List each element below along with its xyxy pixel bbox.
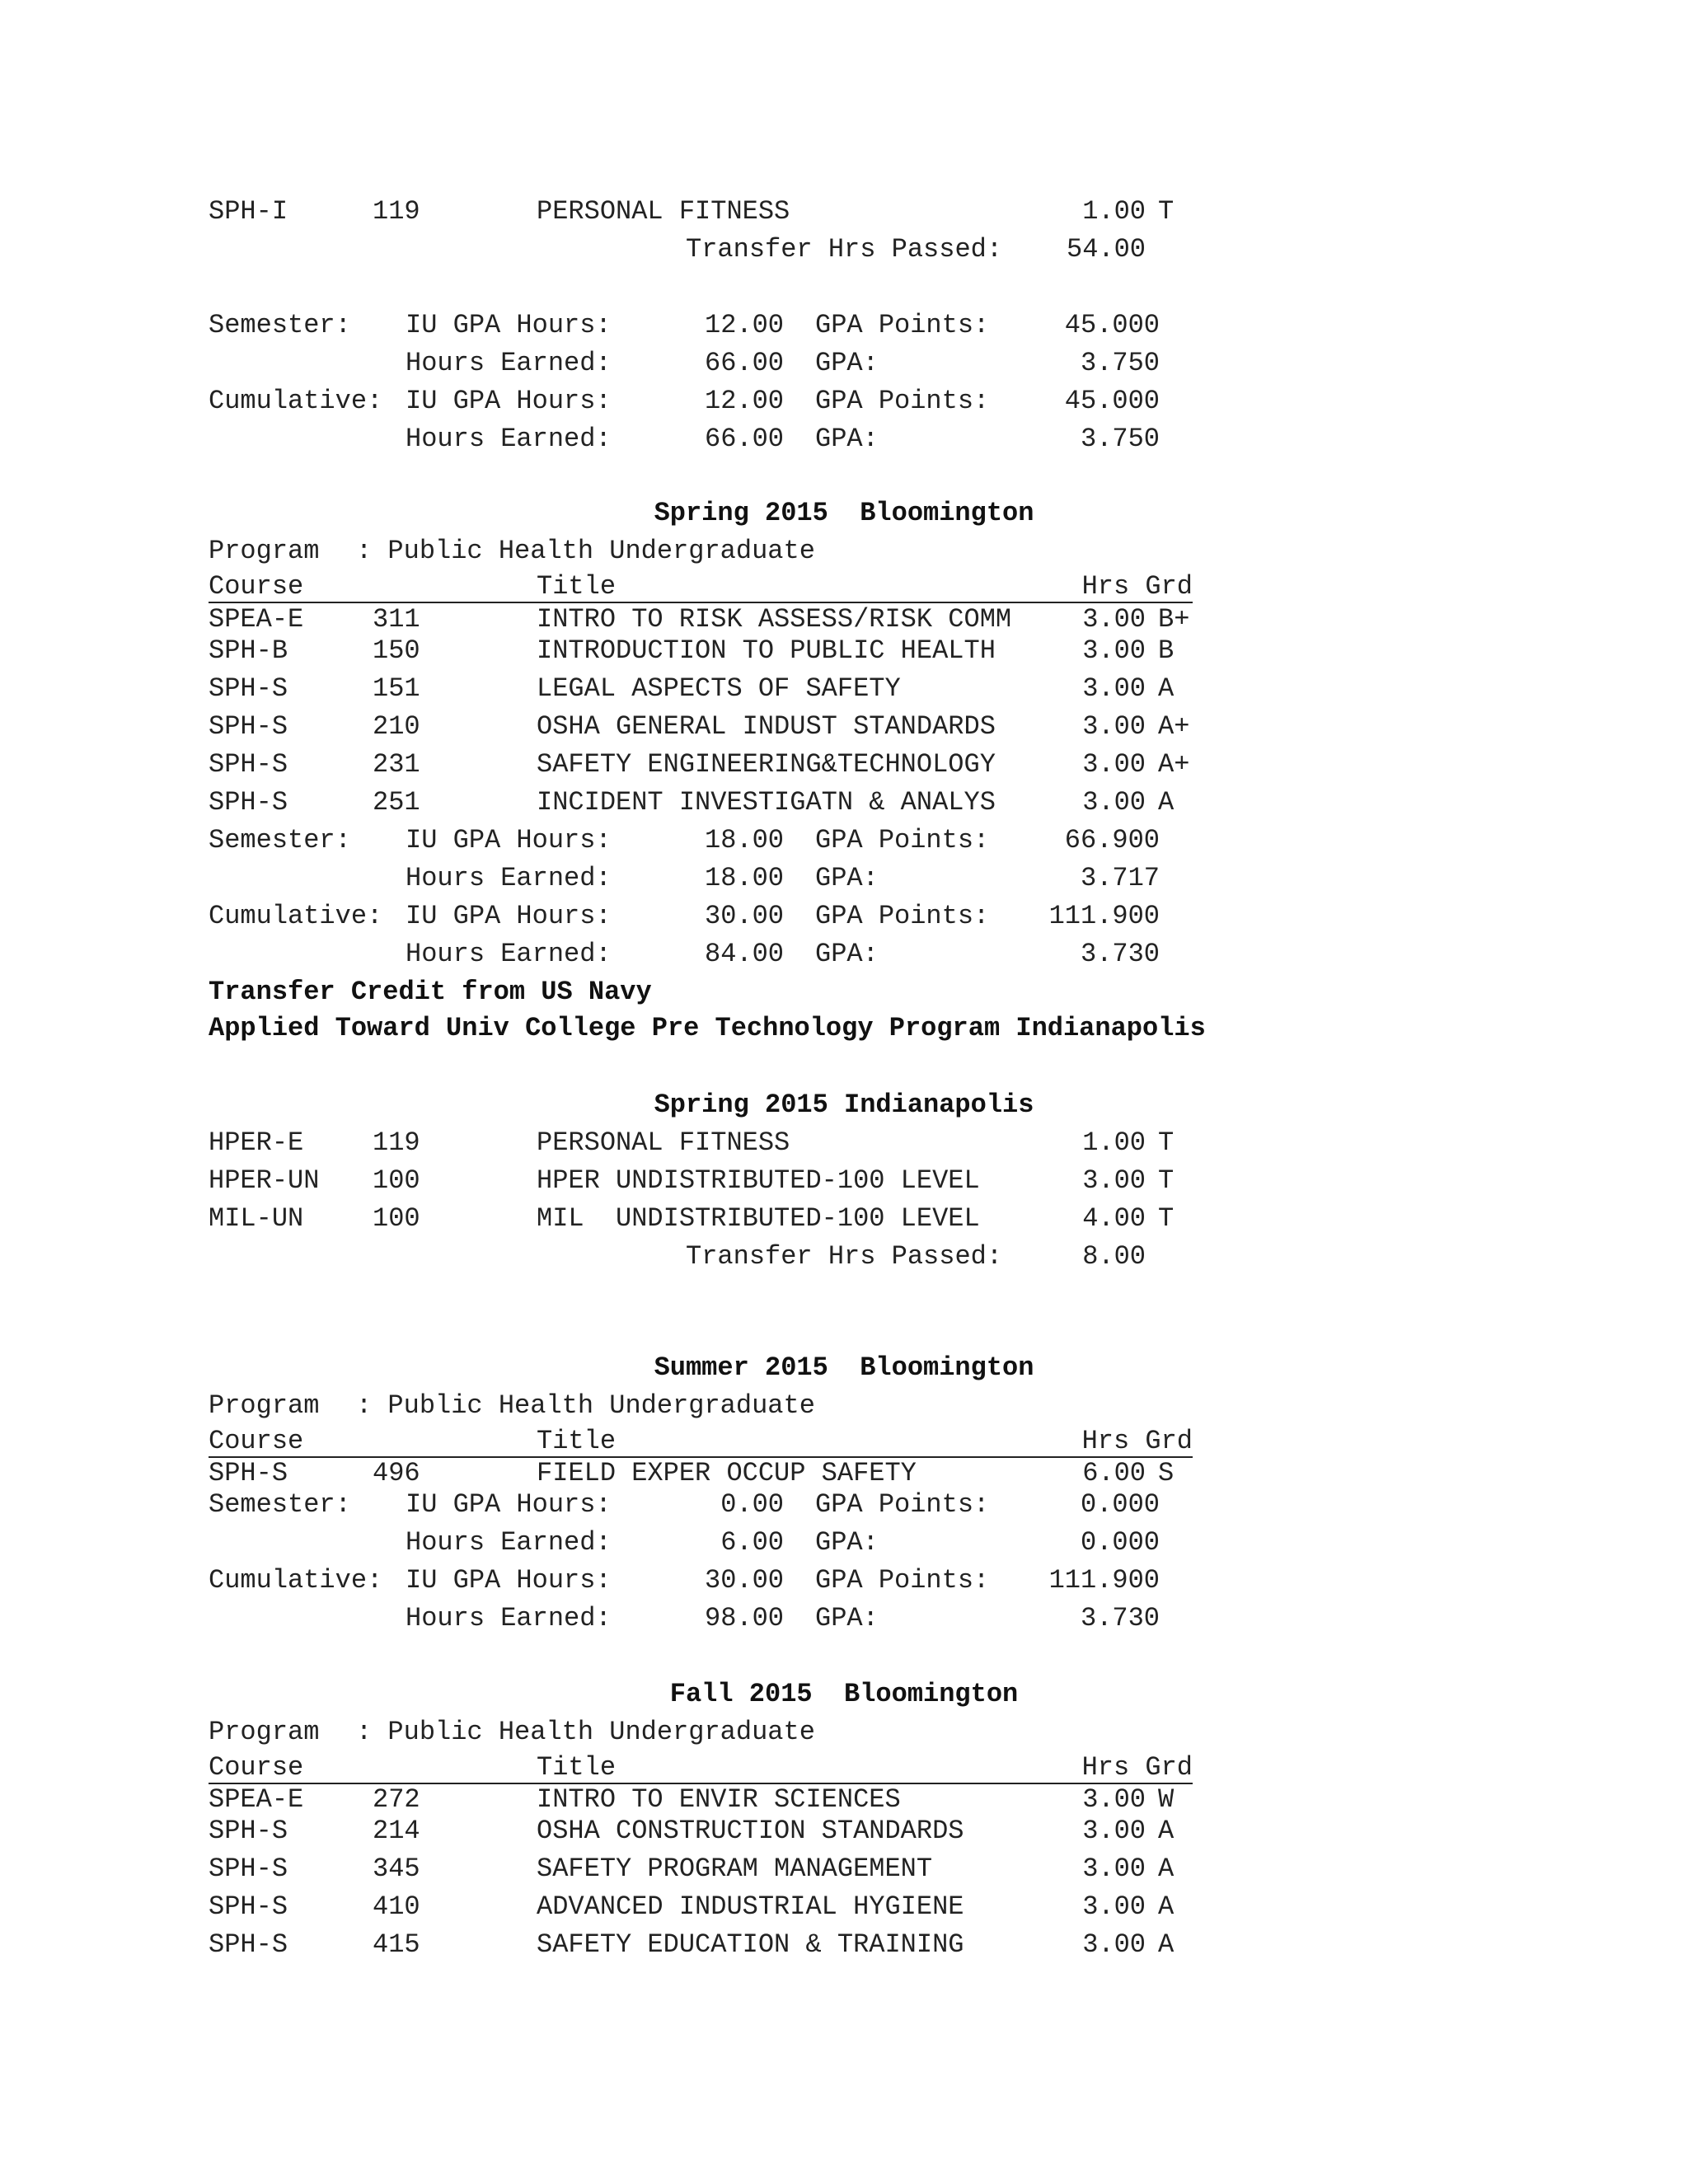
gpa-summary-row (0, 938, 1688, 971)
summary-hours-label: IU GPA Hours: (406, 310, 612, 340)
course-hours: 3.00 (1082, 673, 1146, 704)
summary-points-value: 111.900 (1048, 901, 1160, 931)
course-grade: A (1158, 673, 1175, 704)
course-grade: A (1158, 1816, 1175, 1846)
course-title: SAFETY EDUCATION & TRAINING (537, 1929, 964, 1960)
course-grade: A (1158, 1854, 1175, 1884)
summary-hours-value: 18.00 (704, 825, 784, 855)
course-title: PERSONAL FITNESS (537, 196, 790, 227)
course-hours: 1.00 (1082, 196, 1146, 227)
course-number: 251 (373, 787, 420, 818)
course-hours: 3.00 (1082, 1165, 1146, 1196)
program-line (0, 1716, 1688, 1749)
course-hours: 6.00 (1082, 1458, 1146, 1488)
summary-label: Cumulative: (209, 1565, 383, 1596)
course-hours: 3.00 (1082, 1784, 1146, 1815)
summary-hours-value: 12.00 (704, 310, 784, 340)
course-grade: A+ (1158, 749, 1190, 780)
summary-points-value: 0.000 (1080, 1527, 1160, 1558)
summary-hours-value: 84.00 (704, 939, 784, 969)
course-row (0, 710, 1688, 743)
program-value: : Public Health Undergraduate (356, 536, 815, 566)
summary-hours-label: IU GPA Hours: (406, 901, 612, 931)
summary-hours-label: IU GPA Hours: (406, 1489, 612, 1520)
transfer-hours-label: Transfer Hrs Passed: (686, 234, 1003, 265)
summary-points-label: GPA: (815, 1603, 879, 1633)
course-subject: SPH-S (209, 1816, 288, 1846)
course-number: 231 (373, 749, 420, 780)
summary-hours-label: IU GPA Hours: (406, 1565, 612, 1596)
summary-hours-value: 30.00 (704, 1565, 784, 1596)
summary-label: Semester: (209, 1489, 351, 1520)
course-row (0, 1783, 1688, 1816)
course-number: 214 (373, 1816, 420, 1846)
gpa-summary-row (0, 385, 1688, 418)
term-heading-text: Fall 2015 Bloomington (669, 1679, 1019, 1709)
course-number: 100 (373, 1203, 420, 1234)
course-title: PERSONAL FITNESS (537, 1127, 790, 1158)
gpa-summary-row (0, 862, 1688, 895)
course-grade: A (1158, 1891, 1175, 1922)
course-title: INCIDENT INVESTIGATN & ANALYS (537, 787, 996, 818)
course-grade: A+ (1158, 711, 1190, 742)
gpa-summary-row (0, 347, 1688, 380)
term-heading-text: Spring 2015 Bloomington (654, 498, 1034, 528)
course-subject: SPH-B (209, 635, 288, 666)
course-number: 151 (373, 673, 420, 704)
course-grade: B+ (1158, 604, 1190, 635)
column-course: Course (209, 1426, 304, 1456)
course-hours: 3.00 (1082, 787, 1146, 818)
column-hrs-grd: Hrs Grd (1081, 571, 1193, 602)
course-title: SAFETY ENGINEERING&TECHNOLOGY (537, 749, 996, 780)
transfer-credit-note (0, 976, 1688, 1009)
summary-points-label: GPA Points: (815, 310, 990, 340)
summary-hours-label: Hours Earned: (406, 1603, 612, 1633)
course-grade: A (1158, 1929, 1175, 1960)
course-subject: SPH-S (209, 1854, 288, 1884)
transfer-credit-program: Applied Toward Univ College Pre Technology Program Indianapolis (209, 1013, 1206, 1043)
course-row (0, 635, 1688, 668)
summary-hours-label: Hours Earned: (406, 424, 612, 454)
course-row (0, 1815, 1688, 1848)
summary-hours-label: Hours Earned: (406, 939, 612, 969)
summary-points-label: GPA: (815, 1527, 879, 1558)
course-subject: SPH-S (209, 1458, 288, 1488)
column-header-rule (209, 1425, 1193, 1458)
column-header (0, 1751, 1688, 1784)
summary-points-value: 45.000 (1064, 310, 1160, 340)
course-number: 496 (373, 1458, 420, 1488)
summary-points-value: 45.000 (1064, 386, 1160, 416)
course-number: 119 (373, 196, 420, 227)
course-hours: 3.00 (1082, 711, 1146, 742)
column-header-rule (209, 570, 1193, 603)
course-subject: SPH-I (209, 196, 288, 227)
column-course: Course (209, 571, 304, 602)
summary-points-label: GPA: (815, 348, 879, 378)
column-hrs-grd: Hrs Grd (1081, 1752, 1193, 1783)
transfer-credit-note (0, 1012, 1688, 1045)
course-title: MIL UNDISTRIBUTED-100 LEVEL (537, 1203, 980, 1234)
course-title: OSHA GENERAL INDUST STANDARDS (537, 711, 996, 742)
column-title: Title (537, 1752, 617, 1783)
course-grade: B (1158, 635, 1175, 666)
course-subject: SPH-S (209, 749, 288, 780)
course-title: INTRO TO ENVIR SCIENCES (537, 1784, 901, 1815)
term-heading-text: Summer 2015 Bloomington (654, 1352, 1034, 1383)
course-hours: 3.00 (1082, 1929, 1146, 1960)
course-row (0, 1929, 1688, 1961)
transfer-hours-value: 8.00 (1082, 1241, 1146, 1272)
column-course: Course (209, 1752, 304, 1783)
summary-hours-label: IU GPA Hours: (406, 386, 612, 416)
summary-label: Semester: (209, 825, 351, 855)
summary-label: Cumulative: (209, 901, 383, 931)
course-number: 272 (373, 1784, 420, 1815)
transfer-hours-row (0, 1240, 1688, 1273)
course-subject: SPH-S (209, 711, 288, 742)
course-row (0, 195, 1688, 228)
summary-points-label: GPA: (815, 424, 879, 454)
summary-hours-label: Hours Earned: (406, 1527, 612, 1558)
summary-hours-label: IU GPA Hours: (406, 825, 612, 855)
course-title: INTRODUCTION TO PUBLIC HEALTH (537, 635, 996, 666)
gpa-summary-row (0, 1488, 1688, 1521)
course-title: SAFETY PROGRAM MANAGEMENT (537, 1854, 933, 1884)
course-title: LEGAL ASPECTS OF SAFETY (537, 673, 901, 704)
summary-label: Cumulative: (209, 386, 383, 416)
summary-points-value: 3.730 (1080, 939, 1160, 969)
gpa-summary-row (0, 423, 1688, 456)
course-grade: S (1158, 1458, 1175, 1488)
course-grade: T (1158, 1165, 1175, 1196)
course-grade: T (1158, 1203, 1175, 1234)
gpa-summary-row (0, 1526, 1688, 1559)
course-hours: 1.00 (1082, 1127, 1146, 1158)
summary-points-label: GPA Points: (815, 1565, 990, 1596)
summary-points-value: 3.750 (1080, 348, 1160, 378)
transfer-hours-row (0, 233, 1688, 266)
program-label: Program (209, 1717, 320, 1747)
course-row (0, 1457, 1688, 1490)
summary-hours-label: Hours Earned: (406, 348, 612, 378)
summary-points-label: GPA: (815, 939, 879, 969)
course-subject: SPH-S (209, 1891, 288, 1922)
summary-hours-value: 6.00 (720, 1527, 784, 1558)
course-hours: 3.00 (1082, 749, 1146, 780)
course-row (0, 1165, 1688, 1197)
course-number: 415 (373, 1929, 420, 1960)
course-row (0, 1853, 1688, 1886)
course-hours: 3.00 (1082, 635, 1146, 666)
program-line (0, 1390, 1688, 1422)
gpa-summary-row (0, 824, 1688, 857)
course-hours: 3.00 (1082, 1891, 1146, 1922)
summary-hours-value: 98.00 (704, 1603, 784, 1633)
summary-points-label: GPA Points: (815, 901, 990, 931)
course-subject: MIL-UN (209, 1203, 304, 1234)
transfer-hours-value: 54.00 (1066, 234, 1146, 265)
course-title: OSHA CONSTRUCTION STANDARDS (537, 1816, 964, 1846)
course-title: HPER UNDISTRIBUTED-100 LEVEL (537, 1165, 980, 1196)
course-subject: SPEA-E (209, 604, 304, 635)
course-number: 345 (373, 1854, 420, 1884)
summary-points-label: GPA Points: (815, 386, 990, 416)
column-hrs-grd: Hrs Grd (1081, 1426, 1193, 1456)
summary-hours-value: 66.00 (704, 424, 784, 454)
course-number: 311 (373, 604, 420, 635)
gpa-summary-row (0, 309, 1688, 342)
summary-hours-value: 66.00 (704, 348, 784, 378)
summary-points-label: GPA Points: (815, 1489, 990, 1520)
gpa-summary-row (0, 1564, 1688, 1597)
course-number: 150 (373, 635, 420, 666)
course-subject: SPH-S (209, 1929, 288, 1960)
program-line (0, 535, 1688, 568)
course-title: FIELD EXPER OCCUP SAFETY (537, 1458, 917, 1488)
term-heading (0, 497, 1688, 530)
course-row (0, 603, 1688, 636)
course-title: INTRO TO RISK ASSESS/RISK COMM (537, 604, 1012, 635)
summary-hours-value: 12.00 (704, 386, 784, 416)
course-number: 410 (373, 1891, 420, 1922)
program-label: Program (209, 1390, 320, 1421)
program-value: : Public Health Undergraduate (356, 1717, 815, 1747)
course-hours: 3.00 (1082, 604, 1146, 635)
column-header (0, 570, 1688, 603)
column-header-rule (209, 1751, 1193, 1784)
course-row (0, 673, 1688, 705)
term-heading (0, 1678, 1688, 1711)
summary-hours-label: Hours Earned: (406, 863, 612, 893)
summary-points-value: 66.900 (1064, 825, 1160, 855)
summary-points-value: 0.000 (1080, 1489, 1160, 1520)
course-subject: SPEA-E (209, 1784, 304, 1815)
summary-hours-value: 30.00 (704, 901, 784, 931)
course-subject: HPER-UN (209, 1165, 320, 1196)
summary-points-value: 3.717 (1080, 863, 1160, 893)
column-title: Title (537, 571, 617, 602)
course-title: ADVANCED INDUSTRIAL HYGIENE (537, 1891, 964, 1922)
term-heading (0, 1352, 1688, 1385)
course-hours: 4.00 (1082, 1203, 1146, 1234)
course-number: 210 (373, 711, 420, 742)
course-row (0, 1891, 1688, 1924)
program-value: : Public Health Undergraduate (356, 1390, 815, 1421)
course-number: 100 (373, 1165, 420, 1196)
course-subject: HPER-E (209, 1127, 304, 1158)
term-heading (0, 1089, 1688, 1122)
term-heading-text: Spring 2015 Indianapolis (654, 1090, 1034, 1120)
summary-points-value: 3.750 (1080, 424, 1160, 454)
course-number: 119 (373, 1127, 420, 1158)
summary-points-value: 111.900 (1048, 1565, 1160, 1596)
column-header (0, 1425, 1688, 1458)
summary-points-label: GPA Points: (815, 825, 990, 855)
course-row (0, 786, 1688, 819)
transfer-hours-label: Transfer Hrs Passed: (686, 1241, 1003, 1272)
course-grade: T (1158, 196, 1175, 227)
course-hours: 3.00 (1082, 1816, 1146, 1846)
summary-points-label: GPA: (815, 863, 879, 893)
summary-label: Semester: (209, 310, 351, 340)
course-subject: SPH-S (209, 673, 288, 704)
gpa-summary-row (0, 900, 1688, 933)
course-grade: W (1158, 1784, 1175, 1815)
summary-hours-value: 18.00 (704, 863, 784, 893)
course-subject: SPH-S (209, 787, 288, 818)
gpa-summary-row (0, 1602, 1688, 1635)
summary-points-value: 3.730 (1080, 1603, 1160, 1633)
column-title: Title (537, 1426, 617, 1456)
summary-hours-value: 0.00 (720, 1489, 784, 1520)
course-hours: 3.00 (1082, 1854, 1146, 1884)
transfer-credit-source: Transfer Credit from US Navy (209, 977, 652, 1007)
course-grade: T (1158, 1127, 1175, 1158)
course-row (0, 1127, 1688, 1160)
course-grade: A (1158, 787, 1175, 818)
course-row (0, 1202, 1688, 1235)
program-label: Program (209, 536, 320, 566)
course-row (0, 748, 1688, 781)
